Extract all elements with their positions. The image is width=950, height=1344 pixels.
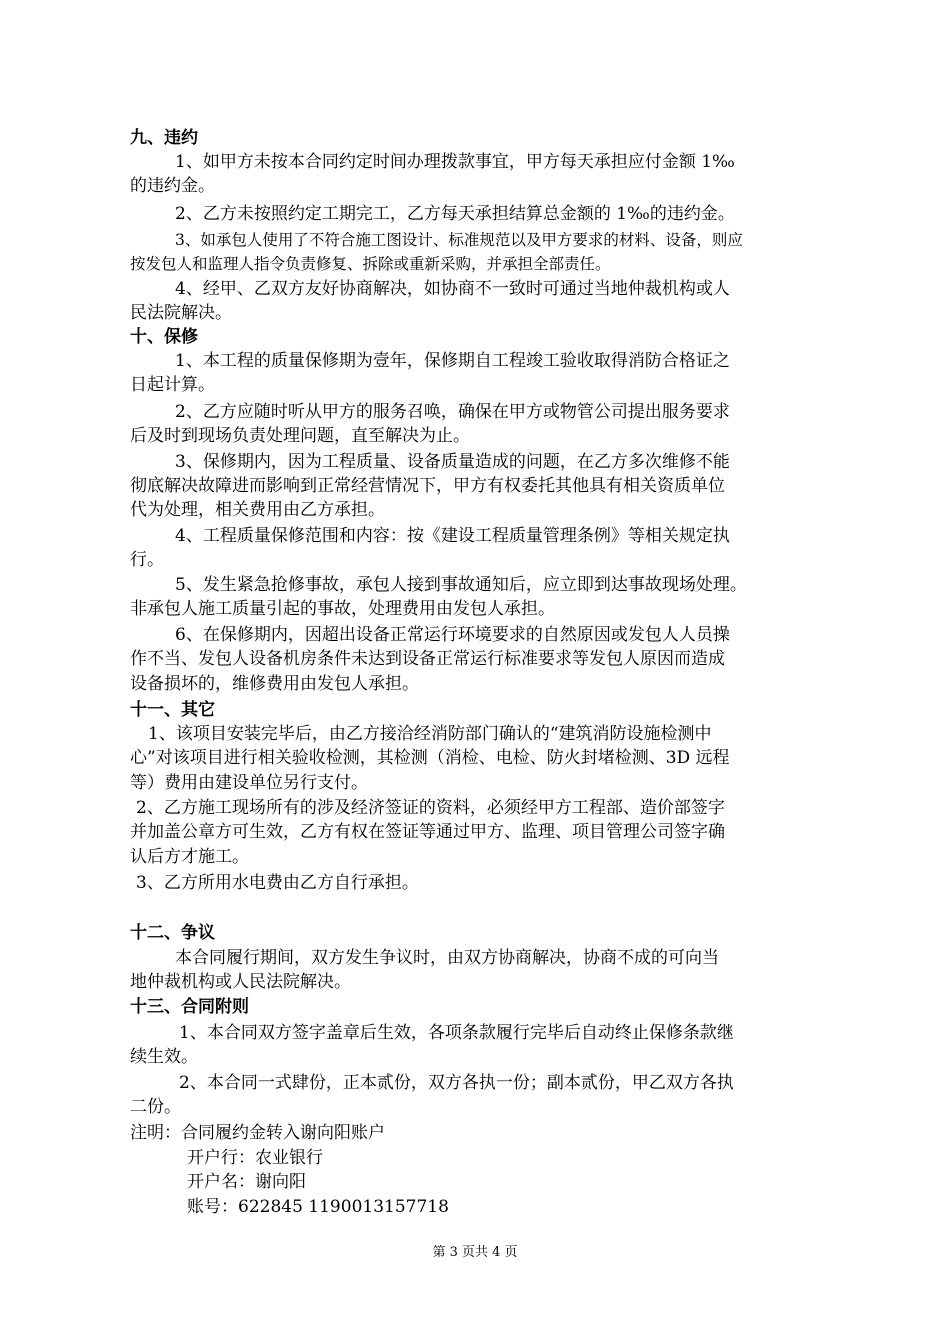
other-clause-2-line1: 2、乙方施工现场所有的涉及经济签证的资料，必须经甲方工程部、造价部签字 (136, 798, 725, 818)
section-heading-other: 十一、其它 (130, 700, 215, 720)
other-clause-2-line2: 并加盖公章方可生效，乙方有权在签证等通过甲方、监理、项目管理公司签字确 (130, 822, 725, 842)
warranty-clause-5-line1: 5、发生紧急抢修事故，承包人接到事故通知后，应立即到达事故现场处理。 (175, 575, 747, 595)
supplementary-clause-2-line1: 2、本合同一式肆份，正本贰份，双方各执一份；副本贰份，甲乙双方各执 (179, 1073, 734, 1093)
section-heading-warranty: 十、保修 (130, 327, 198, 347)
other-clause-2-line3: 认后方才施工。 (130, 847, 249, 867)
breach-clause-4-line2: 民法院解决。 (130, 303, 232, 323)
note-account-number: 账号：622845 1190013157718 (187, 1197, 449, 1217)
other-clause-1-line2: 心”对该项目进行相关验收检测，其检测（消检、电检、防火封堵检测、3D 远程 (130, 748, 730, 768)
warranty-clause-3-line1: 3、保修期内，因为工程质量、设备质量造成的问题，在乙方多次维修不能 (175, 452, 730, 472)
dispute-line2: 地仲裁机构或人民法院解决。 (130, 972, 351, 992)
warranty-clause-4-line1: 4、工程质量保修范围和内容：按《建设工程质量管理条例》等相关规定执 (175, 526, 730, 546)
dispute-line1: 本合同履行期间，双方发生争议时，由双方协商解决，协商不成的可向当 (175, 948, 719, 968)
supplementary-clause-1-line2: 续生效。 (130, 1047, 198, 1067)
warranty-clause-6-line1: 6、在保修期内，因超出设备正常运行环境要求的自然原因或发包人人员操 (175, 625, 730, 645)
note-bank: 开户行：农业银行 (187, 1148, 323, 1168)
warranty-clause-4-line2: 行。 (130, 550, 164, 570)
warranty-clause-6-line2: 作不当、发包人设备机房条件未达到设备正常运行标准要求等发包人原因而造成 (130, 649, 725, 669)
supplementary-clause-2-line2: 二份。 (130, 1097, 181, 1117)
section-heading-dispute: 十二、争议 (130, 923, 215, 943)
warranty-clause-2-line2: 后及时到现场负责处理问题，直至解决为止。 (130, 426, 470, 446)
breach-clause-2: 2、乙方未按照约定工期完工，乙方每天承担结算总金额的 1‰的违约金。 (175, 204, 735, 224)
warranty-clause-3-line2: 彻底解决故障进而影响到正常经营情况下，甲方有权委托其他具有相关资质单位 (130, 476, 725, 496)
note-label: 注明：合同履约金转入谢向阳账户 (130, 1123, 385, 1143)
breach-clause-1-line1: 1、如甲方未按本合同约定时间办理拨款事宜，甲方每天承担应付金额 1‰ (175, 152, 735, 172)
warranty-clause-2-line1: 2、乙方应随时听从甲方的服务召唤，确保在甲方或物管公司提出服务要求 (175, 402, 730, 422)
other-clause-1-line3: 等）费用由建设单位另行支付。 (130, 773, 368, 793)
other-clause-1-line1: 1、该项目安装完毕后，由乙方接洽经消防部门确认的“建筑消防设施检测中 (148, 724, 712, 744)
breach-clause-3-line1: 3、如承包人使用了不符合施工图设计、标准规范以及甲方要求的材料、设备，则应 (175, 231, 743, 249)
section-heading-breach: 九、违约 (130, 128, 198, 148)
warranty-clause-5-line2: 非承包人施工质量引起的事故，处理费用由发包人承担。 (130, 599, 555, 619)
breach-clause-3-line2: 按发包人和监理人指令负责修复、拆除或重新采购，并承担全部责任。 (130, 255, 611, 273)
warranty-clause-6-line3: 设备损坏的，维修费用由发包人承担。 (130, 674, 419, 694)
page-footer: 第 3 页共 4 页 (432, 1245, 518, 1260)
other-clause-3: 3、乙方所用水电费由乙方自行承担。 (136, 873, 419, 893)
supplementary-clause-1-line1: 1、本合同双方签字盖章后生效，各项条款履行完毕后自动终止保修条款继 (179, 1023, 734, 1043)
breach-clause-1-line2: 的违约金。 (130, 176, 215, 196)
warranty-clause-1-line1: 1、本工程的质量保修期为壹年，保修期自工程竣工验收取得消防合格证之 (175, 351, 730, 371)
section-heading-supplementary: 十三、合同附则 (130, 997, 249, 1017)
note-account-name: 开户名：谢向阳 (187, 1172, 306, 1192)
warranty-clause-1-line2: 日起计算。 (130, 375, 215, 395)
breach-clause-4-line1: 4、经甲、乙双方友好协商解决，如协商不一致时可通过当地仲裁机构或人 (175, 279, 730, 299)
warranty-clause-3-line3: 代为处理，相关费用由乙方承担。 (130, 500, 385, 520)
